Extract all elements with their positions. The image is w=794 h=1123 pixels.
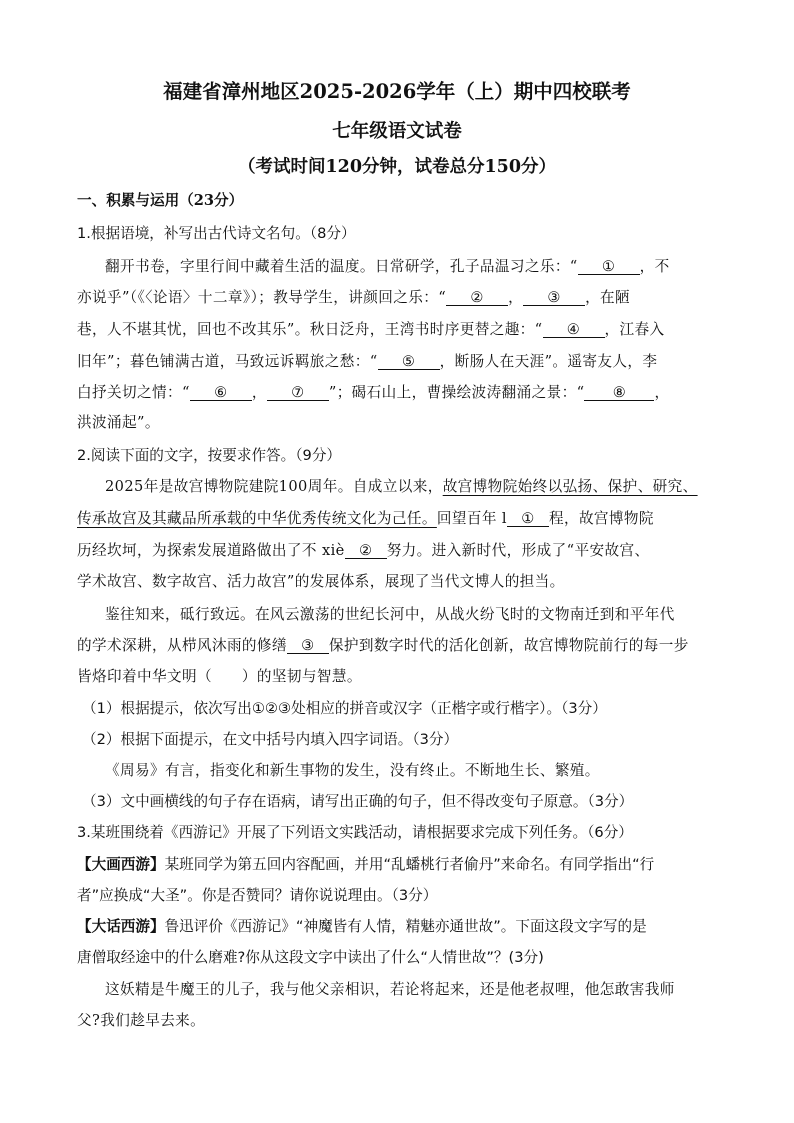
blank-6[interactable]: ⑥ xyxy=(190,385,252,401)
blank-4[interactable]: ④ xyxy=(543,322,605,338)
q2-sub-2: （2）根据下面提示，在文中括号内填入四字词语。（3分） xyxy=(82,731,459,748)
blank-q2-2[interactable]: ② xyxy=(345,543,387,559)
q2-prompt: 2.阅读下面的文字，按要求作答。（9分） xyxy=(77,447,342,464)
q2-para-line-6: 的学术深耕，从栉风沐雨的修缮 ③ 保护到数字时代的活化创新，故宫博物院前行的每一步 xyxy=(77,637,689,654)
blank-8[interactable]: ⑧ xyxy=(584,385,654,401)
q3-task-1-line-2: 者”应换成“大圣”。你是否赞同？请你说说理由。（3分） xyxy=(77,887,438,904)
q1-prompt: 1.根据语境，补写出古代诗文名句。（8分） xyxy=(77,225,356,242)
blank-q2-1[interactable]: ① xyxy=(507,511,549,527)
q2-para-line-7: 皆烙印着中华文明（ ）的坚韧与智慧。 xyxy=(77,668,362,685)
q1-line-4: 旧年”；暮色铺满古道，马致远诉羁旅之愁：“ ⑤ ，断肠人在天涯”。遥寄友人，李 xyxy=(77,353,658,370)
blank-3[interactable]: ③ xyxy=(523,290,585,306)
q1-line-5: 白抒关切之情：“ ⑥ ， ⑦ ”；碣石山上，曹操绘波涛翻涌之景：“ ⑧ ， xyxy=(77,384,670,401)
blank-q2-3[interactable]: ③ xyxy=(287,638,329,654)
task-tag: 【大话西游】 xyxy=(77,918,165,935)
exam-info: （考试时间120分钟，试卷总分150分） xyxy=(237,157,557,177)
q3-prompt: 3.某班围绕着《西游记》开展了下列语文实践活动，请根据要求完成下列任务。（6分） xyxy=(77,824,633,841)
q1-line-1: 翻开书卷，字里行间中藏着生活的温度。日常研学，孔子品温习之乐：“ ① ，不 xyxy=(105,258,670,275)
blank-5[interactable]: ⑤ xyxy=(378,354,440,370)
q3-quote-line-1: 这妖精是牛魔王的儿子，我与他父亲相识，若论将起来，还是他老叔哩，他怎敢害我师 xyxy=(105,981,675,998)
blank-1[interactable]: ① xyxy=(578,259,640,275)
q3-quote-line-2: 父?我们趁早去来。 xyxy=(77,1012,206,1029)
page-subtitle: 七年级语文试卷 xyxy=(332,121,462,142)
q3-task-2-line-1: 【大话西游】鲁迅评价《西游记》“神魔皆有人情，精魅亦通世故”。下面这段文字写的是 xyxy=(77,918,647,935)
q2-para-line-4: 学术故宫、数字故宫、活力故宫”的发展体系，展现了当代文博人的担当。 xyxy=(77,573,565,590)
q1-line-3: 巷，人不堪其忧，回也不改其乐”。秋日泛舟，王湾书时序更替之趣：“ ④ ，江春入 xyxy=(77,321,665,338)
section-heading: 一、积累与运用（23分） xyxy=(77,192,244,209)
q2-para-line-5: 鉴往知来，砥行致远。在风云激荡的世纪长河中，从战火纷飞时的文物南迁到和平年代 xyxy=(105,606,675,623)
blank-7[interactable]: ⑦ xyxy=(267,385,329,401)
page-title: 福建省漳州地区2025-2026学年（上）期中四校联考 xyxy=(163,80,631,103)
q2-para-line-3: 历经坎坷，为探索发展道路做出了不 xiè ② 努力。进入新时代，形成了“平安故宫、 xyxy=(77,542,650,559)
q3-task-1-line-1: 【大画西游】某班同学为第五回内容配画，并用“乱蟠桃行者偷丹”来命名。有同学指出“行 xyxy=(77,856,655,873)
q2-hint: 《周易》有言，指变化和新生事物的发生，没有终止。不断地生长、繁殖。 xyxy=(105,762,600,779)
blank-2[interactable]: ② xyxy=(446,290,508,306)
q3-task-2-line-2: 唐僧取经途中的什么磨难?你从这段文字中读出了什么“人情世故”？(3分) xyxy=(77,949,544,966)
task-tag: 【大画西游】 xyxy=(77,856,165,873)
q2-para-line-1: 2025年是故宫博物院建院100周年。自成立以来，故宫博物院始终以弘扬、保护、研究、 xyxy=(105,478,698,495)
q1-line-2: 亦说乎”（《〈论语〉十二章》）；教导学生，讲颜回之乐：“ ② ， ③ ，在陋 xyxy=(77,289,631,306)
q1-line-6: 洪波涌起”。 xyxy=(77,414,160,431)
q2-para-line-2: 传承故宫及其藏品所承载的中华优秀传统文化为己任。回望百年 l ① 程，故宫博物院 xyxy=(77,510,654,527)
q2-sub-3: （3）文中画横线的句子存在语病，请写出正确的句子，但不得改变句子原意。（3分） xyxy=(82,793,634,810)
q2-sub-1: （1）根据提示，依次写出①②③处相应的拼音或汉字（正楷字或行楷字）。（3分） xyxy=(82,700,607,717)
